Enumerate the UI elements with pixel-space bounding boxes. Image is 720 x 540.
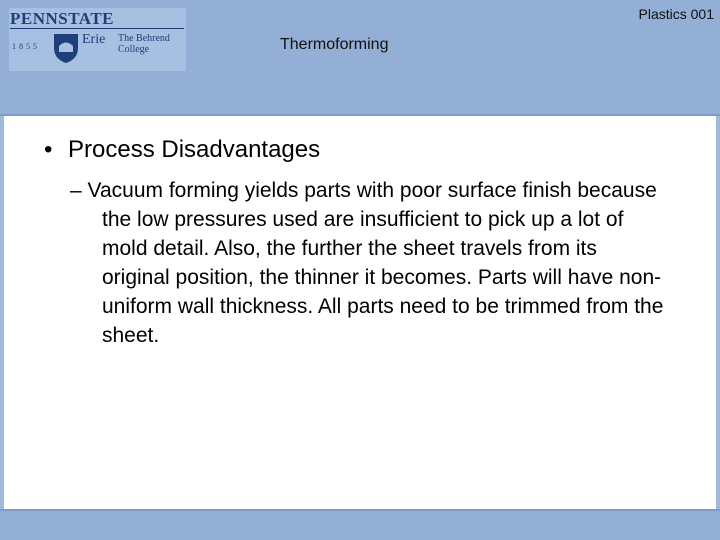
logo-year: 1855 xyxy=(12,42,40,51)
slide-topic: Thermoforming xyxy=(280,36,389,53)
header-divider xyxy=(0,114,720,116)
logo-rule xyxy=(10,28,184,29)
sub-bullet-text: Vacuum forming yields parts with poor surface finish because the low pressures used are insufficient to pick up a lot of mold detail. Also, the further the sheet travels from its original position, the thinner it becomes. Parts will have non-uniform wall thickness. All parts need to be trimmed from the sheet. xyxy=(87,179,664,347)
sub-bullet xyxy=(70,176,670,350)
left-border xyxy=(0,116,4,509)
footer-band xyxy=(0,509,720,540)
footer-divider xyxy=(0,509,720,511)
bullet-text: Process Disadvantages xyxy=(68,136,321,163)
bullet-glyph: • xyxy=(44,136,53,163)
logo-college-text: The Behrend College xyxy=(118,33,170,55)
sub-bullet-line xyxy=(70,176,670,350)
shield-icon xyxy=(52,32,80,64)
sub-bullet-dash: – xyxy=(70,179,82,202)
course-label: Plastics 001 xyxy=(638,6,714,22)
logo-college xyxy=(118,33,182,55)
right-border xyxy=(716,116,720,509)
logo-campus: Erie xyxy=(82,32,106,47)
logo-wordmark: PENNSTATE xyxy=(10,9,115,28)
main-bullet xyxy=(44,136,320,164)
